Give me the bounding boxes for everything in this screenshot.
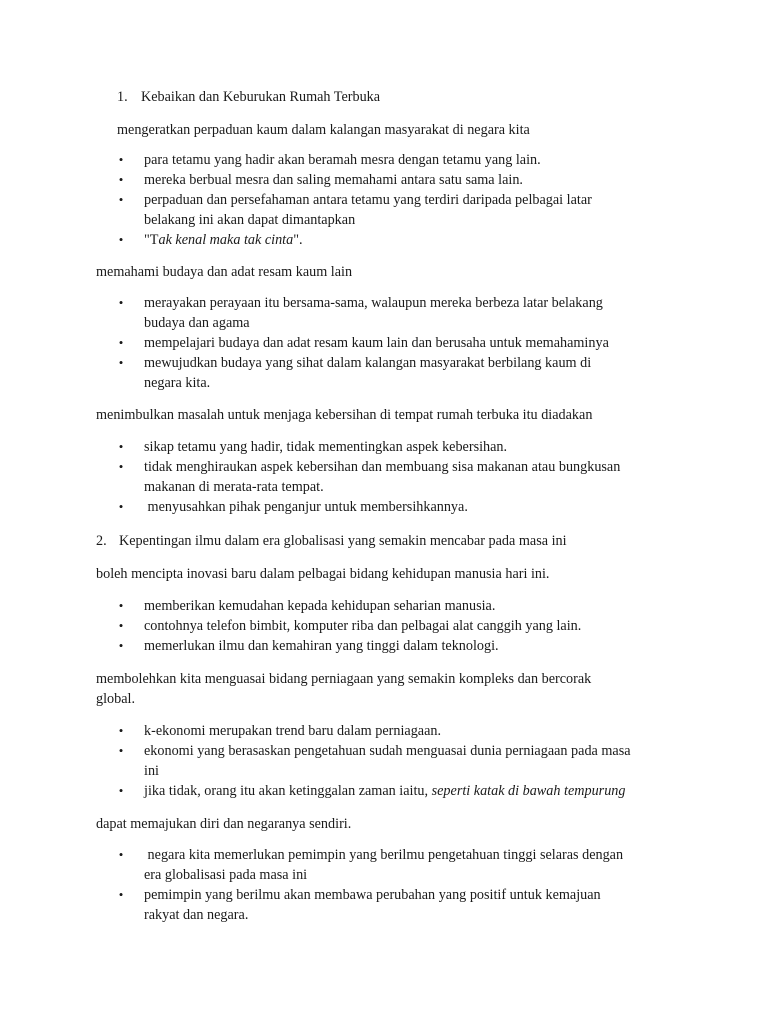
section-2-number: 2. xyxy=(96,533,107,549)
list-item: ekonomi yang berasaskan pengetahuan sudah menguasai dunia perniagaan pada masa xyxy=(144,743,631,759)
idiom-italic-text: seperti katak di bawah tempurung xyxy=(431,783,626,799)
list-item-idiom xyxy=(144,781,625,801)
list-item: memberikan kemudahan kepada kehidupan seharian manusia. xyxy=(144,598,496,614)
section-2-point-2: membolehkan kita menguasai bidang perniagaan yang semakin kompleks dan bercorak xyxy=(96,671,592,687)
bullet-icon: • xyxy=(118,847,124,862)
section-1-point-3: menimbulkan masalah untuk menjaga kebersihan di tempat rumah terbuka itu diadakan xyxy=(96,407,593,423)
bullet-icon: • xyxy=(118,152,124,167)
bullet-icon: • xyxy=(118,598,124,613)
section-1-number: 1. xyxy=(117,89,128,105)
bullet-icon: • xyxy=(118,638,124,653)
bullet-icon: • xyxy=(118,499,124,514)
section-2-title: Kepentingan ilmu dalam era globalisasi yang semakin mencabar pada masa ini xyxy=(119,533,567,549)
list-item: negara kita memerlukan pemimpin yang berilmu pengetahuan tinggi selaras dengan xyxy=(144,847,624,863)
section-2-point-2-continuation: global. xyxy=(96,691,136,707)
idiom-lead-text: jika tidak, orang itu akan ketinggalan zaman iaitu, xyxy=(144,783,432,799)
bullet-icon: • xyxy=(118,743,124,758)
list-item: menyusahkan pihak penganjur untuk membersihkannya. xyxy=(144,499,468,515)
bullet-icon: • xyxy=(118,887,124,902)
bullet-icon: • xyxy=(118,335,124,350)
list-item-continuation: makanan di merata-rata tempat. xyxy=(144,479,324,495)
list-item-continuation: belakang ini akan dapat dimantapkan xyxy=(144,212,356,228)
bullet-icon: • xyxy=(118,439,124,454)
list-item: mewujudkan budaya yang sihat dalam kalangan masyarakat berbilang kaum di xyxy=(144,355,592,371)
bullet-icon: • xyxy=(118,172,124,187)
list-item: para tetamu yang hadir akan beramah mesra dengan tetamu yang lain. xyxy=(144,152,541,168)
quote-close: ". xyxy=(293,232,303,248)
section-2-point-3: dapat memajukan diri dan negaranya sendiri. xyxy=(96,816,352,832)
list-item: merayakan perayaan itu bersama-sama, walaupun mereka berbeza latar belakang xyxy=(144,295,603,311)
list-item: contohnya telefon bimbit, komputer riba dan pelbagai alat canggih yang lain. xyxy=(144,618,582,634)
bullet-icon: • xyxy=(118,355,124,370)
section-1-title: Kebaikan dan Keburukan Rumah Terbuka xyxy=(141,89,381,105)
list-item: mempelajari budaya dan adat resam kaum lain dan berusaha untuk memahaminya xyxy=(144,335,609,351)
list-item: memerlukan ilmu dan kemahiran yang tinggi dalam teknologi. xyxy=(144,638,499,654)
section-1-point-1: mengeratkan perpaduan kaum dalam kalangan masyarakat di negara kita xyxy=(117,122,530,138)
bullet-icon: • xyxy=(118,459,124,474)
bullet-icon: • xyxy=(118,618,124,633)
bullet-icon: • xyxy=(118,783,124,798)
list-item-continuation: negara kita. xyxy=(144,375,211,391)
list-item-continuation: budaya dan agama xyxy=(144,315,250,331)
list-item: sikap tetamu yang hadir, tidak mementingkan aspek kebersihan. xyxy=(144,439,508,455)
section-1-point-2: memahami budaya dan adat resam kaum lain xyxy=(96,264,353,280)
bullet-icon: • xyxy=(118,723,124,738)
bullet-icon: • xyxy=(118,295,124,310)
bullet-icon: • xyxy=(118,192,124,207)
list-item: perpaduan dan persefahaman antara tetamu yang terdiri daripada pelbagai latar xyxy=(144,192,592,208)
list-item: mereka berbual mesra dan saling memahami antara satu sama lain. xyxy=(144,172,523,188)
list-item: k-ekonomi merupakan trend baru dalam perniagaan. xyxy=(144,723,442,739)
quote-open: "T xyxy=(144,232,159,248)
quote-italic-text: ak kenal maka tak cinta xyxy=(158,232,294,248)
bullet-icon: • xyxy=(118,232,124,247)
list-item: pemimpin yang berilmu akan membawa perubahan yang positif untuk kemajuan xyxy=(144,887,601,903)
list-item-quote xyxy=(144,230,303,250)
list-item-continuation: era globalisasi pada masa ini xyxy=(144,867,308,883)
list-item: tidak menghiraukan aspek kebersihan dan membuang sisa makanan atau bungkusan xyxy=(144,459,621,475)
section-2-point-1: boleh mencipta inovasi baru dalam pelbagai bidang kehidupan manusia hari ini. xyxy=(96,566,550,582)
list-item-continuation: rakyat dan negara. xyxy=(144,907,249,923)
list-item-continuation: ini xyxy=(144,763,159,779)
